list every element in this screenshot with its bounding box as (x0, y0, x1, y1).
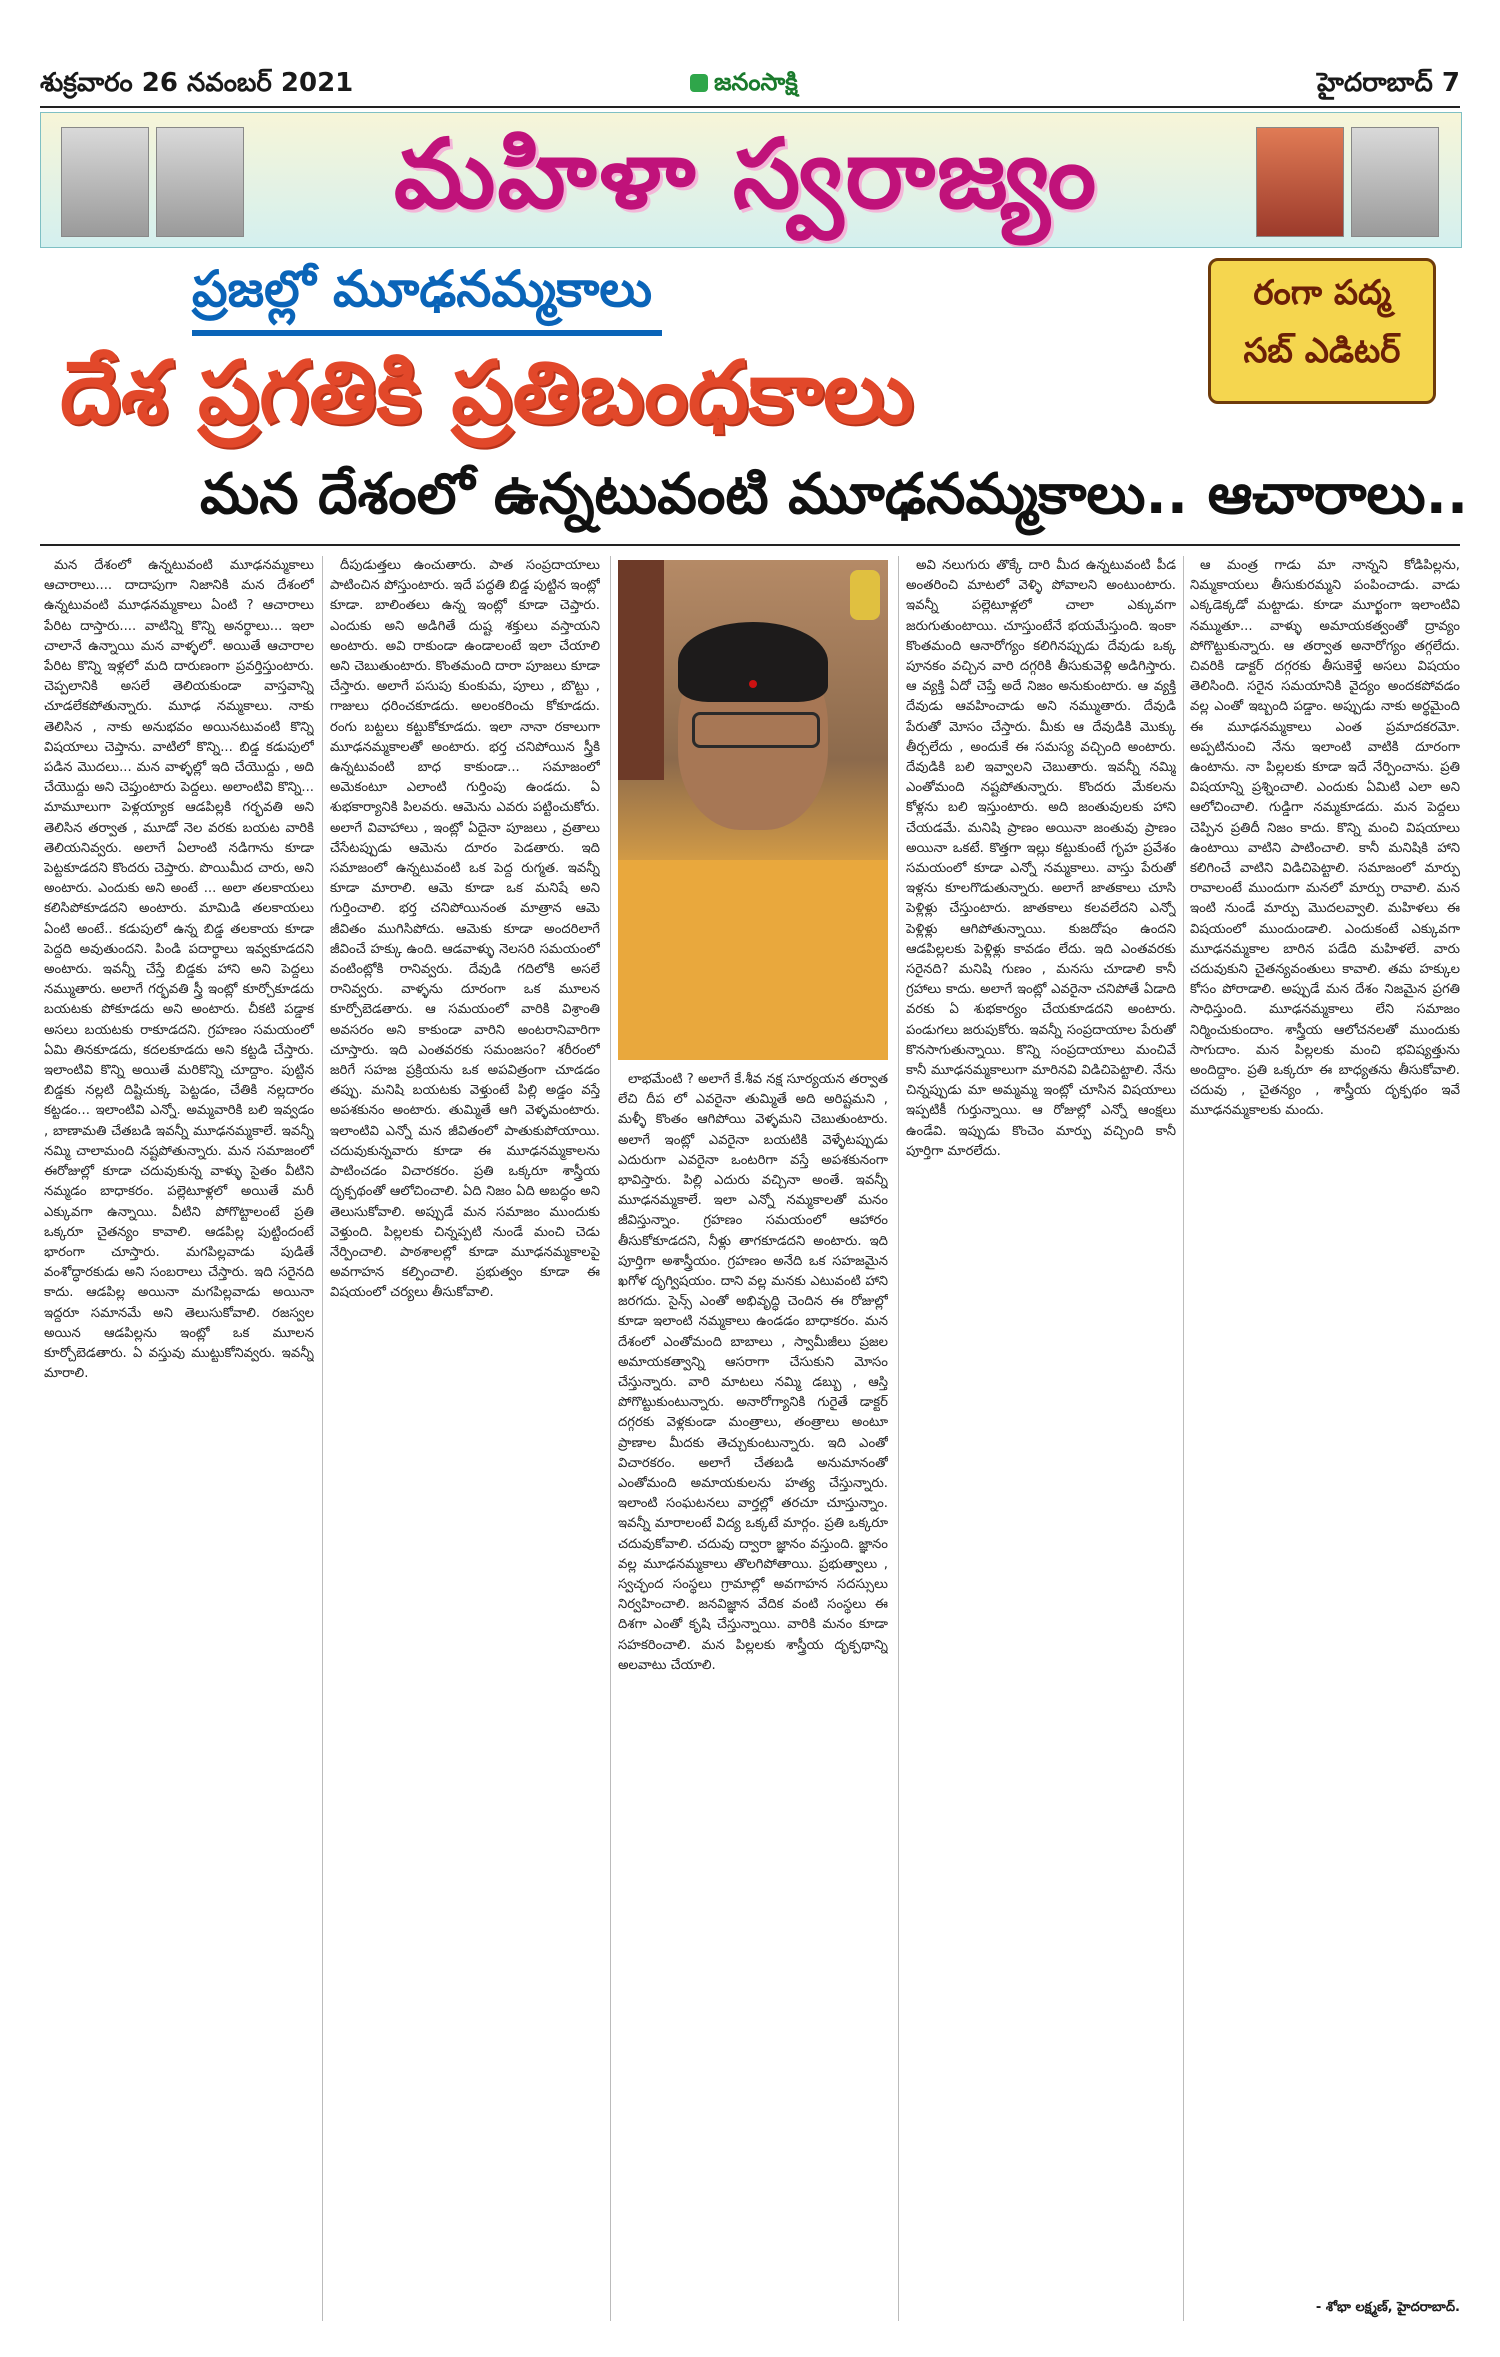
edition-place (1317, 68, 1460, 104)
photo-object (850, 570, 880, 620)
photo-hair (678, 622, 828, 702)
article-column-1 (44, 556, 314, 2321)
portrait-icon (61, 127, 149, 237)
column-text: మన దేశంలో ఉన్నటువంటి మూఢనమ్మకాలు ఆచారాలు.... దాదాపుగా నిజానికి మన దేశంలో ఉన్నటువంటి మూఢనమ్మకాలు ఏంటి ? ఆచారాలు పేరిట దాస్తారు.... వాటిన్ని కొన్ని అనర్థాలు... ఇలా చాలానే ఉన్నాయి మన వాళ్ళలో. అయితే ఆచారాల పేరిట కొన్ని ఇళ్లలో మది దారుణంగా ప్రవర్తిస్తుంటారు. చెప్పలానికి అసలే తెలియకుండా వాస్తవాన్ని చూడలేకపోతున్నారు. మూఢ నమ్మకాలు. నాకు తెలిసిన , నాకు అనుభవం అయినటువంటి కొన్ని విషయాలు చెప్తాను. వాటిలో కొన్ని... బిడ్డ కడుపులో పడిన మొదలు... మన వాళ్ళల్లో ఇది చేయొద్దు , అది చేయొద్దు అని చెప్తుంటారు పెద్దలు. అలాంటివి కొన్ని... మామూలుగా పెళ్లయ్యాక ఆడపిల్లకి గర్భవతి అని తెలిసిన తర్వాత , మూడో నెల వరకు బయట వారికి తెలియనివ్వరు. అలాగే ఏలాంటి నడిగాను కూడా పెట్టకూడదని కొందరు చెప్తారు. పొయిమీద చారు, అని అంటారు. ఎందుకు అని అంటే ... అలా తలకాయలు కలిసిపోకూడదని అంటారు. మామిడి తలకాయలు ఏంటి అంటే.. కడుపులో ఉన్న బిడ్డ తలకాయ కూడా పెద్దది అవుతుందని. పిండి పదార్థాలు ఇవ్వకూడదని అంటారు. ఇవన్నీ చేస్తే బిడ్డకు హాని అని పెద్దలు నమ్ముతారు. అలాగే గర్భవతి స్త్రీ ఇంట్లో కూర్చోకూడదు బయటకు పోకూడదు అని అంటారు. చీకటి పడ్డాక అసలు బయటకు రాకూడదని. గ్రహణం సమయంలో ఏమి తినకూడదు, కదలకూడదు అని కట్టడి చేస్తారు. ఇలాంటివి కొన్ని అయితే మరికొన్ని చూద్దాం. పుట్టిన బిడ్డకు నల్లటి దిష్టిచుక్క పెట్టడం, చేతికి నల్లదారం కట్టడం... ఇలాంటివి ఎన్నో. అమ్మవారికి బలి ఇవ్వడం , బాణామతి చేతబడి ఇవన్నీ మూఢనమ్మకాలే. ఇవన్నీ నమ్మి చాలామంది నష్టపోతున్నారు. మన సమాజంలో ఈరోజుల్లో కూడా చదువుకున్న వాళ్ళు సైతం వీటిని నమ్మడం బాధాకరం. పల్లెటూళ్లలో అయితే మరీ ఎక్కువగా ఉన్నాయి. వీటిని పోగొట్టాలంటే ప్రతి ఒక్కరూ చైతన్యం కావాలి. ఆడపిల్ల పుట్టిందంటే భారంగా చూస్తారు. మగపిల్లవాడు పుడితే వంశోద్ధారకుడు అని సంబరాలు చేస్తారు. ఇది సరైనది కాదు. ఆడపిల్ల అయినా మగపిల్లవాడు అయినా ఇద్దరూ సమానమే అని తెలుసుకోవాలి. రజస్వల అయిన ఆడపిల్లను ఇంట్లో ఒక మూలన కూర్చోబెడతారు. ఏ వస్తువు ముట్టుకోనివ్వరు. ఇవన్నీ మారాలి. (44, 558, 314, 1382)
column-text: అవి నలుగురు తొక్కే దారి మీద ఉన్నటువంటి పీడ అంతరించి మాటలో వెళ్ళి పోవాలని అంటుంటారు. ఇవన్నీ పల్లెటూళ్లలో చాలా ఎక్కువగా జరుగుతుంటాయి. చూస్తుంటేనే భయమేస్తుంది. ఇంకా కొంతమంది ఆనారోగ్యం కలిగినప్పుడు దేవుడు ఒక్క పూనకం వచ్చిన వారి దగ్గరికి తీసుకువెళ్లి అడిగిస్తారు. ఆ వ్యక్తి ఏదో చెప్తే అదే నిజం అనుకుంటారు. ఆ వ్యక్తి దేవుడు ఆవహించాడు అని నమ్ముతారు. దేవుడి పేరుతో మోసం చేస్తారు. మీకు ఆ దేవుడికి మొక్కు తీర్చలేదు , అందుకే ఈ సమస్య వచ్చింది అంటారు. దేవుడికి బలి ఇవ్వాలని చెబుతారు. ఇవన్నీ నమ్మి ఎంతోమంది నష్టపోతున్నారు. కొందరు మేకలను కోళ్లను బలి ఇస్తుంటారు. అది జంతువులకు హాని చేయడమే. మనిషి ప్రాణం అయినా జంతువు ప్రాణం అయినా ఒకటే. కొత్తగా ఇల్లు కట్టుకుంటే గృహ ప్రవేశం సమయంలో కూడా ఎన్నో నమ్మకాలు. వాస్తు పేరుతో ఇళ్లను కూలగొడుతున్నారు. అలాగే జాతకాలు చూసి పెళ్లిళ్లు చేస్తుంటారు. జాతకాలు కలవలేదని ఎన్నో పెళ్లిళ్లు ఆగిపోతున్నాయి. కుజదోషం ఉందని ఆడపిల్లలకు పెళ్లిళ్లు కావడం లేదు. ఇది ఎంతవరకు సరైనది? మనిషి గుణం , మనసు చూడాలి కానీ గ్రహాలు కాదు. అలాగే ఇంట్లో ఎవరైనా చనిపోతే ఏడాది వరకు ఏ శుభకార్యం చేయకూడదని అంటారు. పండుగలు జరుపుకోరు. ఇవన్నీ సంప్రదాయాల పేరుతో కొనసాగుతున్నాయి. కొన్ని సంప్రదాయాలు మంచివే కానీ మూఢనమ్మకాలుగా మారినవి విడిచిపెట్టాలి. నేను చిన్నప్పుడు మా అమ్మమ్మ ఇంట్లో చూసిన విషయాలు ఇప్పటికీ గుర్తున్నాయి. ఆ రోజుల్లో ఎన్నో ఆంక్షలు ఉండేవి. ఇప్పుడు కొంచెం మార్పు వచ్చింది కానీ పూర్తిగా మారలేదు. (906, 558, 1176, 1159)
kicker-underline (192, 330, 662, 336)
portrait-icon (156, 127, 244, 237)
section-title: మహిళా స్వరాజ్యం (393, 117, 1099, 230)
author-photo (618, 560, 888, 1060)
byline-box (1208, 258, 1436, 404)
photo-bindi (749, 680, 757, 688)
byline-role: సబ్ ఎడిటర్ (1243, 331, 1401, 371)
photo-background (618, 560, 664, 780)
article-column-2 (330, 556, 600, 2321)
column-text: ఆ మంత్ర గాడు మా నాన్నని కోడిపిల్లను, నిమ్మకాయలు తీసుకురమ్మని పంపించాడు. వాడు ఎక్కడెక్కడో మట్టాడు. కూడా మూర్ఖంగా ఇలాంటివి నమ్ముతూ... వాళ్ళు అమాయకత్వంతో ద్రావ్యం పోగొట్టుకున్నారు. ఆ తర్వాత అనారోగ్యం తగ్గలేదు. చివరికి డాక్టర్ దగ్గరకు తీసుకెళ్తే అసలు విషయం తెలిసింది. సరైన సమయానికి వైద్యం అందకపోవడం వల్ల ఎంతో ఇబ్బంది పడ్డాం. అప్పుడు నాకు అర్థమైంది ఈ మూఢనమ్మకాలు ఎంత ప్రమాదకరమో. అప్పటినుంచి నేను ఇలాంటి వాటికి దూరంగా ఉంటాను. నా పిల్లలకు కూడా ఇదే నేర్పించాను. ప్రతి విషయాన్ని ప్రశ్నించాలి. ఎందుకు ఏమిటి ఎలా అని ఆలోచించాలి. గుడ్డిగా నమ్మకూడదు. మన పెద్దలు చెప్పిన ప్రతిదీ నిజం కాదు. కొన్ని మంచి విషయాలు ఉంటాయి వాటిని పాటించాలి. కానీ మనిషికి హాని కలిగించే వాటిని విడిచిపెట్టాలి. సమాజంలో మార్పు రావాలంటే ముందుగా మనలో మార్పు రావాలి. మన ఇంటి నుండే మార్పు మొదలవ్వాలి. మహిళలు ఈ విషయంలో ముందుండాలి. ఎందుకంటే ఎక్కువగా మూఢనమ్మకాల బారిన పడేది మహిళలే. వారు చదువుకుని చైతన్యవంతులు కావాలి. తమ హక్కుల కోసం పోరాడాలి. అప్పుడే మన దేశం నిజమైన ప్రగతి సాధిస్తుంది. మూఢనమ్మకాలు లేని సమాజం నిర్మించుకుందాం. శాస్త్రీయ ఆలోచనలతో ముందుకు సాగుదాం. మన పిల్లలకు మంచి భవిష్యత్తును అందిద్దాం. ప్రతి ఒక్కరూ ఈ బాధ్యతను తీసుకోవాలి. చదువు , చైతన్యం , శాస్త్రీయ దృక్పథం ఇవే మూఢనమ్మకాలకు మందు. (1190, 558, 1460, 1119)
portrait-icon (1256, 127, 1344, 237)
logo-icon (690, 74, 708, 92)
issue-date: శుక్రవారం 26 నవంబర్ 2021 (40, 68, 354, 98)
paper-name: జనంసాక్షి (714, 68, 798, 96)
article-subhead: మన దేశంలో ఉన్నటువంటి మూఢనమ్మకాలు.. ఆచారాలు.. (200, 462, 1469, 527)
column-divider (898, 556, 899, 2321)
divider (40, 544, 1460, 546)
article-headline: దేశ ప్రగతికి ప్రతిబంధకాలు (60, 342, 914, 443)
column-text: దీపుడుత్తలు ఉంచుతారు. పాత సంప్రదాయాలు పాటించిన పోస్తుంటారు. ఇదే పద్ధతి బిడ్డ పుట్టిన ఇంట్లో కూడా. బాలింతలు ఉన్న ఇంట్లో కూడా చెప్తారు. ఎందుకు అని అడిగితే దుష్ట శక్తులు వస్తాయని అంటారు. అవి రాకుండా ఉండాలంటే ఇలా చేయాలి అని చెబుతుంటారు. కొంతమంది దారా పూజలు కూడా చేస్తారు. అలాగే పసుపు కుంకుమ, పూలు , బొట్టు , గాజులు ధరించకూడదు. అలంకరించు కోకూడదు. రంగు బట్టలు కట్టుకోకూడదు. ఇలా నానా రకాలుగా మూఢనమ్మకాలతో అంటారు. భర్త చనిపోయిన స్త్రీకి ఉన్నటువంటి బాధ కాకుండా... సమాజంలో అమెకంటూ ఎలాంటి గుర్తింపు ఉండదు. ఏ శుభకార్యానికి పిలవరు. ఆమెను ఎవరు పట్టించుకోరు. అలాగే వివాహాలు , ఇంట్లో ఏదైనా పూజలు , వ్రతాలు చేసేటప్పుడు ఆమెను దూరం పెడతారు. ఇది సమాజంలో ఉన్నటువంటి ఒక పెద్ద రుగ్మత. ఇవన్నీ కూడా మారాలి. ఆమె కూడా ఒక మనిషే అని గుర్తించాలి. భర్త చనిపోయినంత మాత్రాన ఆమె జీవితం ముగిసిపోదు. ఆమెకు కూడా అందరిలాగే జీవించే హక్కు ఉంది. ఆడవాళ్ళు నెలసరి సమయంలో వంటింట్లోకి రానివ్వరు. దేవుడి గదిలోకి అసలే రానివ్వరు. వాళ్ళను దూరంగా ఒక మూలన కూర్చోబెడతారు. ఆ సమయంలో వారికి విశ్రాంతి అవసరం అని కాకుండా వారిని అంటరానివారిగా చూస్తారు. ఇది ఎంతవరకు సమంజసం? శరీరంలో జరిగే సహజ ప్రక్రియను ఒక అపవిత్రంగా చూడడం తప్పు. మనిషి బయటకు వెళ్తుంటే పిల్లి అడ్డం వస్తే అపశకునం అంటారు. తుమ్మితే ఆగి వెళ్ళమంటారు. ఇలాంటివి ఎన్నో మన జీవితంలో పాతుకుపోయాయి. చదువుకున్నవారు కూడా ఈ మూఢనమ్మకాలను పాటించడం విచారకరం. ప్రతి ఒక్కరూ శాస్త్రీయ దృక్పథంతో ఆలోచించాలి. ఏది నిజం ఏది అబద్ధం అని తెలుసుకోవాలి. అప్పుడే మన సమాజం ముందుకు వెళ్తుంది. పిల్లలకు చిన్నప్పటి నుండే మంచి చెడు నేర్పించాలి. పాఠశాలల్లో కూడా మూఢనమ్మకాలపై అవగాహన కల్పించాలి. ప్రభుత్వం కూడా ఈ విషయంలో చర్యలు తీసుకోవాలి. (330, 558, 600, 1301)
section-banner (40, 112, 1462, 248)
column-divider (322, 556, 323, 2321)
paper-logo (690, 68, 798, 102)
article-kicker: ప్రజల్లో మూఢనమ్మకాలు (192, 260, 653, 318)
photo-glasses (692, 712, 820, 748)
photo-saree (618, 860, 888, 1060)
column-divider (1183, 556, 1184, 2321)
byline-name: రంగా పద్మ (1253, 273, 1391, 313)
column-divider (610, 556, 611, 2321)
newspaper-page (40, 60, 1469, 2325)
portrait-icon (1351, 127, 1439, 237)
page-header (40, 60, 1460, 108)
article-column-4 (906, 556, 1176, 2321)
author-signature: - శోభా లక్ష్మణ్, హైదరాబాద్. (1315, 2300, 1460, 2315)
article-column-5 (1190, 556, 1460, 2291)
article-column-3 (618, 1070, 888, 2321)
column-text: లాభమేంటి ? అలాగే కే.శీవ నక్ష సూర్యయన తర్వాత లేచి దీప లో ఎవరైనా తుమ్మితే అది అరిష్టమని , మళ్ళీ కొంతం ఆగిపోయి వెళ్ళమని చెబుతుంటారు. అలాగే ఇంట్లో ఎవరైనా బయటికి వెళ్ళేటప్పుడు ఎదురుగా ఎవరైనా ఒంటరిగా వస్తే అపశకునంగా భావిస్తారు. పిల్లి ఎదురు వచ్చినా అంతే. ఇవన్నీ మూఢనమ్మకాలే. ఇలా ఎన్నో నమ్మకాలతో మనం జీవిస్తున్నాం. గ్రహణం సమయంలో ఆహారం తీసుకోకూడదని, నీళ్లు తాగకూడదని అంటారు. ఇది పూర్తిగా అశాస్త్రీయం. గ్రహణం అనేది ఒక సహజమైన ఖగోళ దృగ్విషయం. దాని వల్ల మనకు ఎటువంటి హాని జరగదు. సైన్స్ ఎంతో అభివృద్ధి చెందిన ఈ రోజుల్లో కూడా ఇలాంటి నమ్మకాలు ఉండడం బాధాకరం. మన దేశంలో ఎంతోమంది బాబాలు , స్వామీజీలు ప్రజల అమాయకత్వాన్ని ఆసరాగా చేసుకుని మోసం చేస్తున్నారు. వారి మాటలు నమ్మి డబ్బు , ఆస్తి పోగొట్టుకుంటున్నారు. అనారోగ్యానికి గురైతే డాక్టర్ దగ్గరకు వెళ్లకుండా మంత్రాలు, తంత్రాలు అంటూ ప్రాణాల మీదకు తెచ్చుకుంటున్నారు. ఇది ఎంతో విచారకరం. అలాగే చేతబడి అనుమానంతో ఎంతోమంది అమాయకులను హత్య చేస్తున్నారు. ఇలాంటి సంఘటనలు వార్తల్లో తరచూ చూస్తున్నాం. ఇవన్నీ మారాలంటే విద్య ఒక్కటే మార్గం. ప్రతి ఒక్కరూ చదువుకోవాలి. చదువు ద్వారా జ్ఞానం వస్తుంది. జ్ఞానం వల్ల మూఢనమ్మకాలు తొలగిపోతాయి. ప్రభుత్వాలు , స్వచ్ఛంద సంస్థలు గ్రామాల్లో అవగాహన సదస్సులు నిర్వహించాలి. జనవిజ్ఞాన వేదిక వంటి సంస్థలు ఈ దిశగా ఎంతో కృషి చేస్తున్నాయి. వారికి మనం కూడా సహకరించాలి. మన పిల్లలకు శాస్త్రీయ దృక్పథాన్ని అలవాటు చేయాలి. (618, 1072, 888, 1673)
page-number: 7 (1441, 68, 1460, 98)
edition-city: హైదరాబాద్ (1317, 68, 1433, 98)
